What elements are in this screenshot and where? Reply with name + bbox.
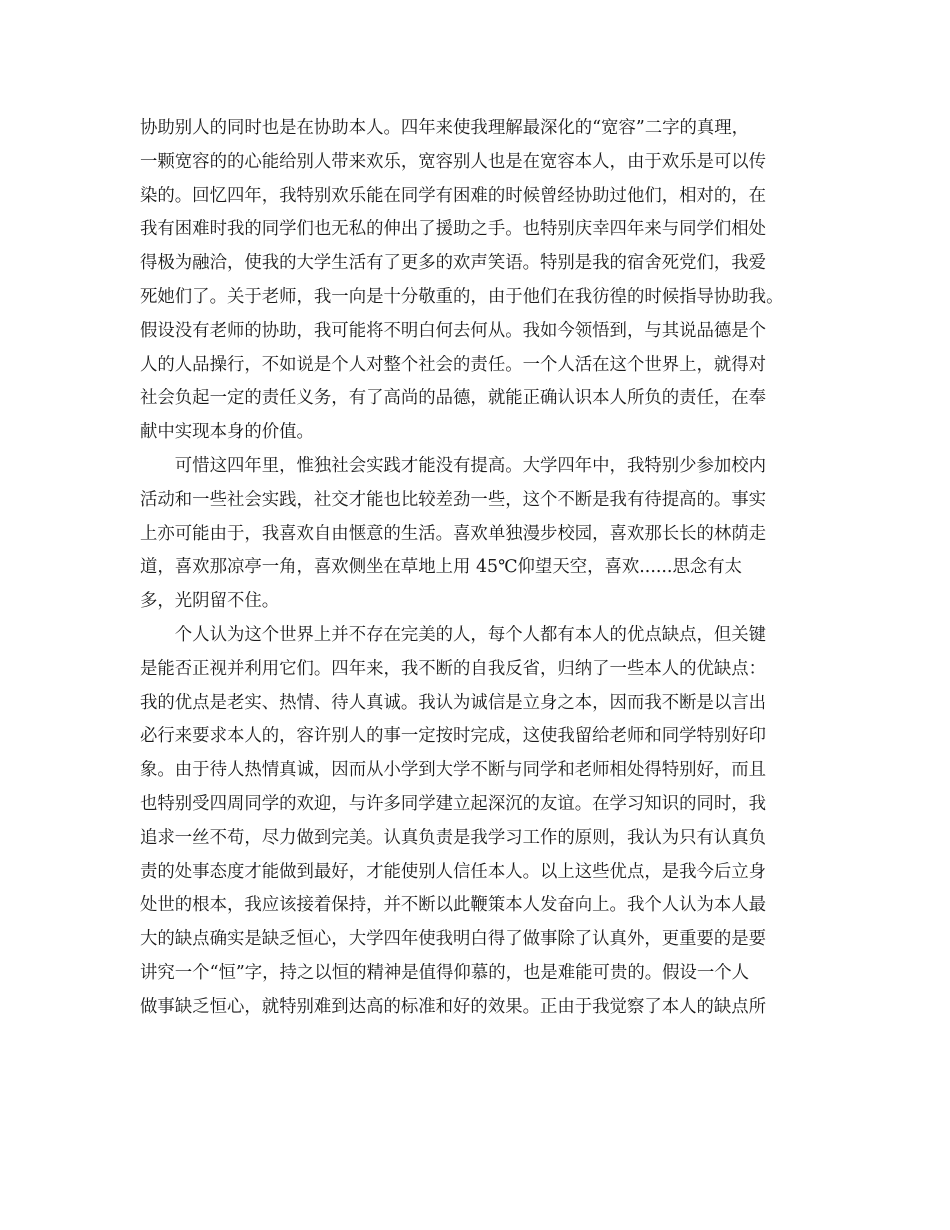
text-line: 追求一丝不苟，尽力做到完美。认真负责是我学习工作的原则，我认为只有认真负 (140, 827, 767, 848)
text-line: 多，光阴留不住。 (140, 591, 280, 612)
text-line: 可惜这四年里，惟独社会实践才能没有提高。大学四年中，我特别少参加校内 (140, 455, 767, 476)
text-line: 大的缺点确实是缺乏恒心，大学四年使我明白得了做事除了认真外，更重要的是要 (140, 929, 767, 950)
text-line: 象。由于待人热情真诚，因而从小学到大学不断与同学和老师相处得特别好，而且 (140, 760, 767, 781)
text-line: 必行来要求本人的，容许别人的事一定按时完成，这使我留给老师和同学特别好印 (140, 726, 767, 747)
text-line: 责的处事态度才能做到最好，才能使别人信任本人。以上这些优点，是我今后立身 (140, 861, 767, 882)
paragraph (140, 450, 830, 619)
text-line: 染的。回忆四年，我特别欢乐能在同学有困难的时候曾经协助过他们，相对的，在 (140, 185, 767, 206)
document-body (140, 112, 830, 1025)
text-line: 死她们了。关于老师，我一向是十分敬重的，由于他们在我彷徨的时候指导协助我。 (140, 286, 784, 307)
paragraph (140, 112, 830, 450)
text-line: 上亦可能由于，我喜欢自由惬意的生活。喜欢单独漫步校园，喜欢那长长的林荫走 (140, 523, 767, 544)
text-line: 一颗宽容的的心能给别人带来欢乐，宽容别人也是在宽容本人，由于欢乐是可以传 (140, 151, 767, 172)
text-line: 处世的根本，我应该接着保持，并不断以此鞭策本人发奋向上。我个人认为本人最 (140, 895, 767, 916)
text-line: 假设没有老师的协助，我可能将不明白何去何从。我如今领悟到，与其说品德是个 (140, 320, 767, 341)
text-line: 是能否正视并利用它们。四年来，我不断的自我反省，归纳了一些本人的优缺点： (140, 658, 767, 679)
text-line: 协助别人的同时也是在协助本人。四年来使我理解最深化的“宽容”二字的真理， (140, 118, 750, 138)
paragraph (140, 619, 830, 1025)
text-line: 献中实现本身的价值。 (140, 422, 314, 443)
text-line: 人的人品操行，不如说是个人对整个社会的责任。一个人活在这个世界上，就得对 (140, 354, 767, 375)
text-line: 个人认为这个世界上并不存在完美的人，每个人都有本人的优点缺点，但关键 (140, 624, 767, 645)
text-line: 社会负起一定的责任义务，有了高尚的品德，就能正确认识本人所负的责任，在奉 (140, 388, 767, 409)
text-line: 活动和一些社会实践，社交才能也比较差劲一些，这个不断是我有待提高的。事实 (140, 489, 767, 510)
text-line: 我的优点是老实、热情、待人真诚。我认为诚信是立身之本，因而我不断是以言出 (140, 692, 767, 713)
text-line: 也特别受四周同学的欢迎，与许多同学建立起深沉的友谊。在学习知识的同时，我 (140, 793, 767, 814)
text-line: 我有困难时我的同学们也无私的伸出了援助之手。也特别庆幸四年来与同学们相处 (140, 219, 767, 240)
text-line: 得极为融洽，使我的大学生活有了更多的欢声笑语。特别是我的宿舍死党们，我爱 (140, 253, 767, 274)
text-line: 做事缺乏恒心，就特别难到达高的标准和好的效果。正由于我觉察了本人的缺点所 (140, 996, 767, 1017)
text-line: 讲究一个“恒”字，持之以恒的精神是值得仰慕的，也是难能可贵的。假设一个人 (140, 962, 750, 983)
text-line: 道，喜欢那凉亭一角，喜欢侧坐在草地上用 45℃仰望天空，喜欢......思念有太 (140, 557, 743, 578)
